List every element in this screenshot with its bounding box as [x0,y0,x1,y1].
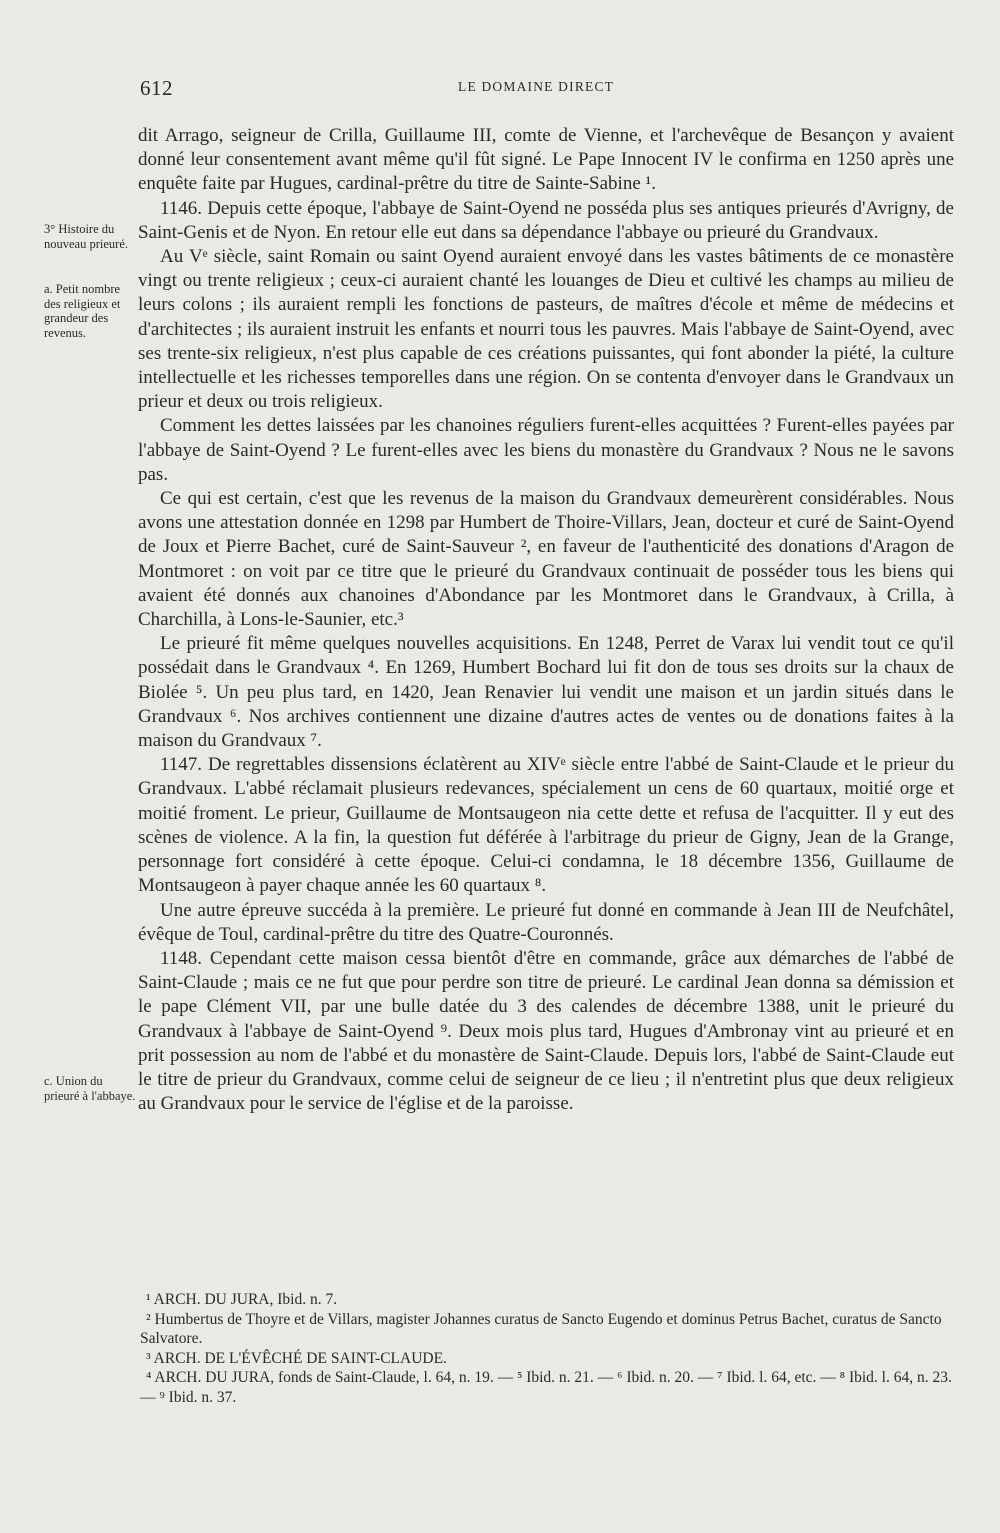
page-number: 612 [140,76,173,100]
margin-note-union: c. Union du prieuré à l'abbaye. [44,1074,136,1103]
footnotes [140,1290,952,1407]
footnote: ³ ARCH. DE L'ÉVÊCHÉ DE SAINT-CLAUDE. [146,1349,447,1367]
paragraph: 1148. Cependant cette maison cessa bientôt d'être en commande, grâce aux démarches de l'abbé de Saint-Claude ; mais ce ne fut que pour perdre son titre de prieuré. Le cardinal Jean donna sa démission et le pape Clément VII, par une bulle datée du 3 des calendes de décembre 1388, unit le prieuré du Grandvaux à l'abbaye de Saint-Oyend ⁹. Deux mois plus tard, Hugues d'Ambronay vint au prieuré et en prit possession au nom de l'abbé et du monastère de Saint-Claude. Depuis lors, l'abbé de Saint-Claude eut le titre de prieur du Grandvaux, comme celui de seigneur de ce lieu ; il n'entretint plus que deux religieux au Grandvaux pour le service de l'église et de la paroisse. [138,947,954,1115]
footnote: ¹ ARCH. DU JURA, Ibid. n. 7. [146,1291,338,1308]
paragraph: Ce qui est certain, c'est que les revenus de la maison du Grandvaux demeurèrent considérables. Nous avons une attestation donnée en 1298 par Humbert de Thoire-Villars, Jean, docteur et curé de Saint-Oyend de Joux et Pierre Bachet, curé de Saint-Sauveur ², en faveur de l'authenticité des donations d'Aragon de Montmoret : on voit par ce titre que le prieuré du Grandvaux continuait de posséder tous les biens qui avaient été donnés aux chanoines d'Abondance par les Montmoret dans le Grandvaux, à Crilla, à Charchilla, à Lons-le-Saunier, etc.³ [138,488,954,631]
margin-note-petit-nombre: a. Petit nombre des religieux et grandeur des revenus. [44,282,121,340]
paragraph: 1146. Depuis cette époque, l'abbaye de Saint-Oyend ne posséda plus ses antiques prieurés d'Avrigny, de Saint-Genis et de Nyon. En retour elle eut dans sa dépendance l'abbaye ou prieuré du Grandvaux. [138,197,954,243]
paragraph: Comment les dettes laissées par les chanoines réguliers furent-elles acquittées ? Furent-elles payées par l'abbaye de Saint-Oyend ? Le furent-elles avec les biens du monastère du Grandvaux ? Nous ne le savons pas. [138,415,954,485]
paragraph: dit Arrago, seigneur de Crilla, Guillaume III, comte de Vienne, et l'archevêque de Besançon y avaient donné leur consentement avant même qu'il fût signé. Le Pape Innocent IV le confirma en 1250 après une enquête faite par Hugues, cardinal-prêtre du titre de Sainte-Sabine ¹. [138,125,954,195]
paragraph: Au Vᵉ siècle, saint Romain ou saint Oyend auraient envoyé dans les vastes bâtiments de ce monastère vingt ou trente religieux ; ceux-ci auraient chanté les louanges de Dieu et cultivé les champs au milieu de leurs colons ; ils auraient rempli les fonctions de pasteurs, de maîtres d'école et même de médecins et d'architectes ; ils auraient instruit les enfants et nourri tous les pauvres. Mais l'abbaye de Saint-Oyend, avec ses trente-six religieux, n'est plus capable de ces créations puissantes, qui font abonder la piété, la culture intellectuelle et les richesses temporelles dans une région. On se contenta d'envoyer dans le Grandvaux un prieur et deux ou trois religieux. [138,246,954,413]
paragraph: Le prieuré fit même quelques nouvelles acquisitions. En 1248, Perret de Varax lui vendit tout ce qu'il possédait dans le Grandvaux ⁴. En 1269, Humbert Bochard lui fit don de tous ses droits sur la chaux de Biolée ⁵. Un peu plus tard, en 1420, Jean Renavier lui vendit une maison et un jardin situés dans le Grandvaux ⁶. Nos archives contiennent une dizaine d'autres actes de ventes ou de donations faites à la maison du Grandvaux ⁷. [138,633,954,752]
footnote: ⁴ ARCH. DU JURA, fonds de Saint-Claude, l. 64, n. 19. — ⁵ Ibid. n. 21. — ⁶ Ibid. n. 20. — ⁷ Ibid. l. 64, etc. — ⁸ Ibid. l. 64, n. 23. — ⁹ Ibid. n. 37. [140,1369,952,1406]
margin-note-histoire: 3° Histoire du nouveau prieuré. [44,222,128,251]
paragraph: 1147. De regrettables dissensions éclatèrent au XIVᵉ siècle entre l'abbé de Saint-Claude et le prieur du Grandvaux. L'abbé réclamait plusieurs redevances, spécialement un cens de 60 quartaux, moitié orge et moitié froment. Le prieur, Guillaume de Montsaugeon nia cette dette et refusa de l'acquitter. Il y eut des scènes de violence. A la fin, la question fut déférée à l'arbitrage du prieur de Gigny, Jean de la Grange, personnage fort considéré à cette époque. Celui-ci condamna, le 18 décembre 1356, Guillaume de Montsaugeon à payer chaque année les 60 quartaux ⁸. [138,754,954,897]
main-text [138,124,954,1116]
running-title: LE DOMAINE DIRECT [458,79,615,94]
paragraph: Une autre épreuve succéda à la première. Le prieuré fut donné en commande à Jean III de Neufchâtel, évêque de Toul, cardinal-prêtre du titre des Quatre-Couronnés. [138,899,954,945]
footnote: ² Humbertus de Thoyre et de Villars, magister Johannes curatus de Sancto Eugendo et dominus Petrus Bachet, curatus de Sancto Salvatore. [140,1310,942,1347]
page-header [140,76,952,104]
